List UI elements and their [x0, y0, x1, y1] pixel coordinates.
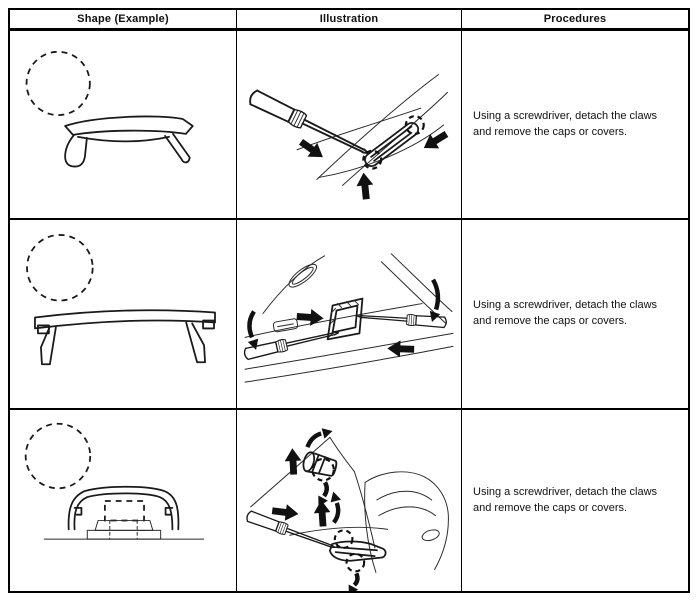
cap-piece	[362, 120, 420, 168]
curved-arrow-icon	[354, 573, 357, 585]
row2-procedure-text: Using a screwdriver, detach the claws and remove the caps or covers.	[462, 220, 688, 410]
row1-shape-cell	[10, 31, 237, 220]
two-screwdrivers-prying-square-cover-illustration	[237, 220, 461, 408]
row2-illustration-cell	[237, 220, 462, 410]
dashed-circle-callout	[27, 52, 90, 115]
curved-arrow-icon	[249, 312, 254, 338]
screwdriver-removing-bolt-caps-near-seat-illustration	[237, 410, 461, 591]
bold-arrow-icon	[271, 503, 299, 523]
bold-arrow-icon	[355, 172, 375, 200]
flat-cover-with-legs-profile-drawing	[10, 220, 236, 408]
header-illustration: Illustration	[237, 10, 462, 31]
screwdriver-prying-cap-illustration	[237, 31, 461, 218]
cover-outline	[35, 310, 215, 364]
dome-cap-over-bolt-profile-drawing	[10, 410, 236, 591]
curved-arrow-icon	[324, 482, 327, 496]
body-panel-lines	[245, 254, 453, 382]
clip-cap-outline	[65, 116, 193, 166]
curved-arrow-icon	[307, 433, 321, 447]
dashed-claw-circle	[347, 554, 365, 572]
row3-procedure-text: Using a screwdriver, detach the claws and remove the caps or covers.	[462, 410, 688, 591]
seat-and-panel-lines	[251, 437, 449, 572]
header-procedures: Procedures	[462, 10, 688, 31]
procedures-table	[8, 8, 690, 593]
curved-arrow-icon	[334, 503, 338, 523]
dome-cap-outline	[69, 487, 179, 530]
row3-illustration-cell	[237, 410, 462, 591]
curved-arrow-head	[322, 426, 334, 439]
lower-cap	[329, 540, 386, 562]
row3-shape-cell	[10, 410, 237, 591]
dashed-circle-callout	[27, 235, 93, 301]
row2-shape-cell	[10, 220, 237, 410]
bold-arrow-icon	[284, 448, 302, 475]
row1-procedure-text: Using a screwdriver, detach the claws and remove the caps or covers.	[462, 31, 688, 220]
dashed-circle-callout	[26, 424, 91, 489]
row1-illustration-cell	[237, 31, 462, 220]
dashed-claw-circle	[335, 530, 353, 548]
body-panel-lines	[297, 75, 447, 186]
header-shape-example: Shape (Example)	[10, 10, 237, 31]
dashed-claw-circle	[406, 116, 424, 134]
hooked-clip-cap-profile-drawing	[10, 31, 236, 218]
bold-arrow-icon	[296, 135, 328, 164]
curved-arrow-head	[328, 490, 341, 502]
